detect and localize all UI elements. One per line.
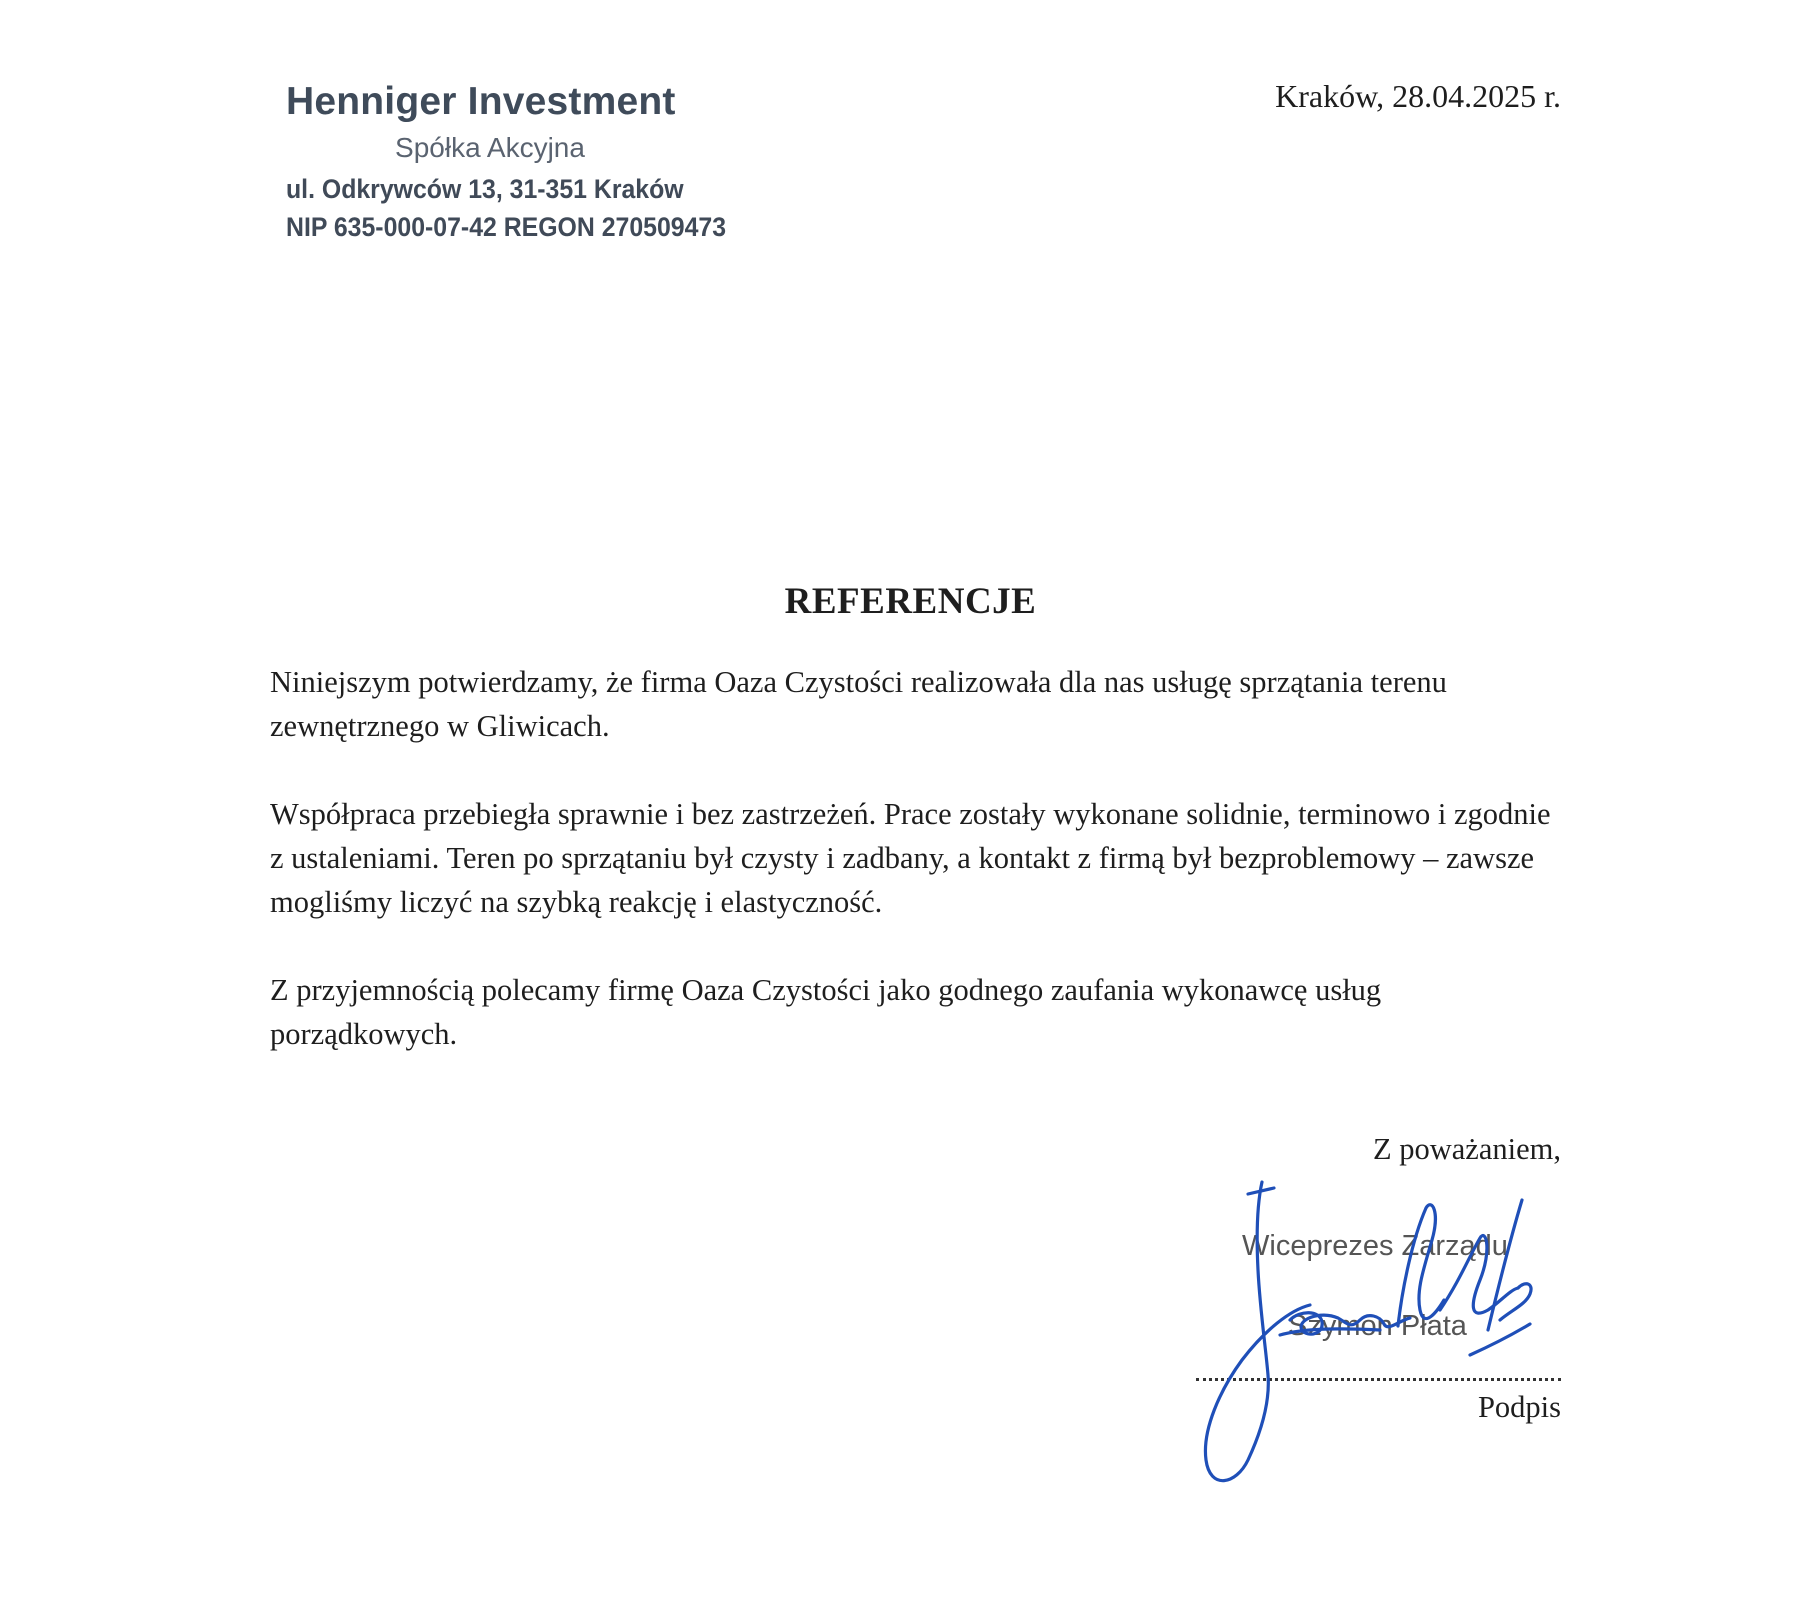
company-name: Henniger Investment	[286, 80, 676, 123]
paragraph: Niniejszym potwierdzamy, że firma Oaza Czystości realizowała dla nas usługę sprzątania terenu zewnętrznego w Gliwicach.	[270, 665, 1447, 743]
legal-form: Spółka Akcyjna	[395, 132, 585, 163]
company-address: ul. Odkrywców 13, 31-351 Kraków	[286, 174, 684, 204]
document-title: REFERENCJE	[784, 581, 1037, 622]
signer-name: Szymon Płata	[1288, 1310, 1467, 1342]
paragraph: Z przyjemnością polecamy firmę Oaza Czystości jako godnego zaufania wykonawcę usług porządkowych.	[270, 973, 1382, 1051]
signature-label: Podpis	[1477, 1390, 1561, 1424]
signature-line	[1196, 1378, 1561, 1381]
signer-title: Wiceprezes Zarządu	[1242, 1230, 1508, 1262]
paragraph: Współpraca przebiegła sprawnie i bez zastrzeżeń. Prace zostały wykonane solidnie, terminowo i zgodnie z ustaleniami. Teren po sprzątaniu był czysty i zadbany, a kontakt z firmą był bezproblemowy – zawsze mogliśmy liczyć na szybką reakcję i elastyczność.	[270, 797, 1551, 919]
place-date: Kraków, 28.04.2025 r.	[1275, 78, 1561, 114]
closing-salutation: Z poważaniem,	[1372, 1132, 1561, 1166]
company-stamp	[286, 78, 727, 246]
company-tax-ids: NIP 635-000-07-42 REGON 270509473	[286, 212, 727, 242]
letter-body	[270, 660, 1570, 1100]
